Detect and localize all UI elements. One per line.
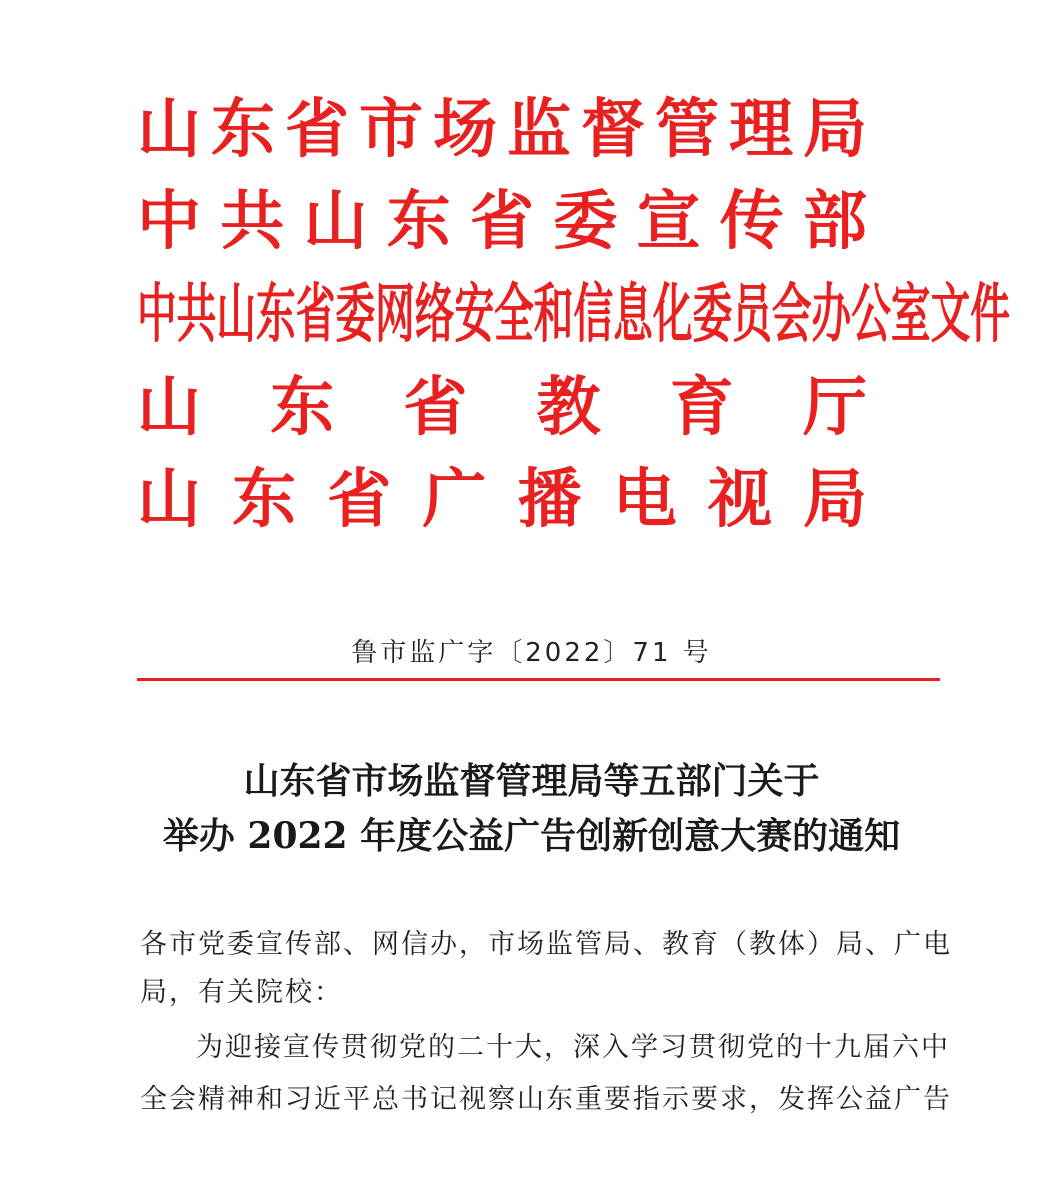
paragraph-1-line-2: 全会精神和习近平总书记视察山东重要指示要求，发挥公益广告 xyxy=(140,1084,952,1115)
issuer-header-line2-char: 共 xyxy=(220,185,285,259)
issuer-header-line1-char: 督 xyxy=(581,93,645,167)
issuer-header-line2-char: 传 xyxy=(719,185,784,259)
issuer-header-line-5 xyxy=(137,464,867,536)
issuer-header-line2-char: 部 xyxy=(803,185,867,259)
issuer-header-line2-char: 委 xyxy=(553,185,618,259)
issuer-header-line1-char: 局 xyxy=(803,93,867,167)
issuer-header-line5-char: 播 xyxy=(517,463,582,537)
issuer-header-line5-char: 电 xyxy=(612,463,677,537)
issuer-header-line4-char: 厅 xyxy=(802,371,867,445)
issuer-header-line1-char: 市 xyxy=(359,93,423,167)
issuer-header-line-2 xyxy=(137,186,867,258)
issuer-header-line5-char: 局 xyxy=(802,463,867,537)
issuer-header-line-4 xyxy=(137,372,867,444)
issuer-header-line5-char: 视 xyxy=(707,463,772,537)
issuer-header-line1-char: 管 xyxy=(655,93,719,167)
document-number: 鲁市监广字〔2022〕71 号 xyxy=(351,638,712,668)
issuer-header-line-1 xyxy=(137,94,867,166)
issuer-header-line2-char: 宣 xyxy=(636,185,701,259)
issuer-header-line2-char: 中 xyxy=(137,185,201,259)
issuer-header-line2-char: 山 xyxy=(303,185,368,259)
issuer-header-line1-char: 山 xyxy=(137,93,201,167)
issuer-header-line1-char: 理 xyxy=(729,93,793,167)
issuer-header-line4-char: 育 xyxy=(669,371,734,445)
paragraph-1-line-1: 为迎接宣传贯彻党的二十大，深入学习贯彻党的十九届六中 xyxy=(196,1032,950,1063)
notice-title-line-1: 山东省市场监督管理局等五部门关于 xyxy=(243,760,820,802)
issuer-header-line1-char: 监 xyxy=(507,93,571,167)
recipients-line-1: 各市党委宣传部、网信办，市场监管局、教育（教体）局、广电 xyxy=(140,929,952,960)
red-divider-line xyxy=(137,678,940,681)
issuer-header-line1-char: 东 xyxy=(211,93,275,167)
issuer-header-line-3-text: 中共山东省委网络安全和信息化委员会办公室文件 xyxy=(137,278,1010,352)
issuer-header-line4-char: 教 xyxy=(536,371,601,445)
issuer-header-line5-char: 广 xyxy=(422,463,487,537)
issuer-header-line2-char: 东 xyxy=(386,185,451,259)
issuer-header-line4-char: 省 xyxy=(403,371,468,445)
issuer-header-line4-char: 山 xyxy=(137,371,201,445)
notice-title-line-2: 举办 2022 年度公益广告创新创意大赛的通知 xyxy=(162,815,901,857)
issuer-header-line1-char: 场 xyxy=(433,93,497,167)
recipients-line-2: 局，有关院校： xyxy=(140,977,343,1008)
issuer-header-line5-char: 省 xyxy=(327,463,392,537)
issuer-header-line5-char: 东 xyxy=(232,463,297,537)
issuer-header-line1-char: 省 xyxy=(285,93,349,167)
issuer-header-line-3 xyxy=(137,278,1010,352)
issuer-header-line4-char: 东 xyxy=(270,371,335,445)
issuer-header-line5-char: 山 xyxy=(137,463,201,537)
issuer-header-line2-char: 省 xyxy=(470,185,534,259)
